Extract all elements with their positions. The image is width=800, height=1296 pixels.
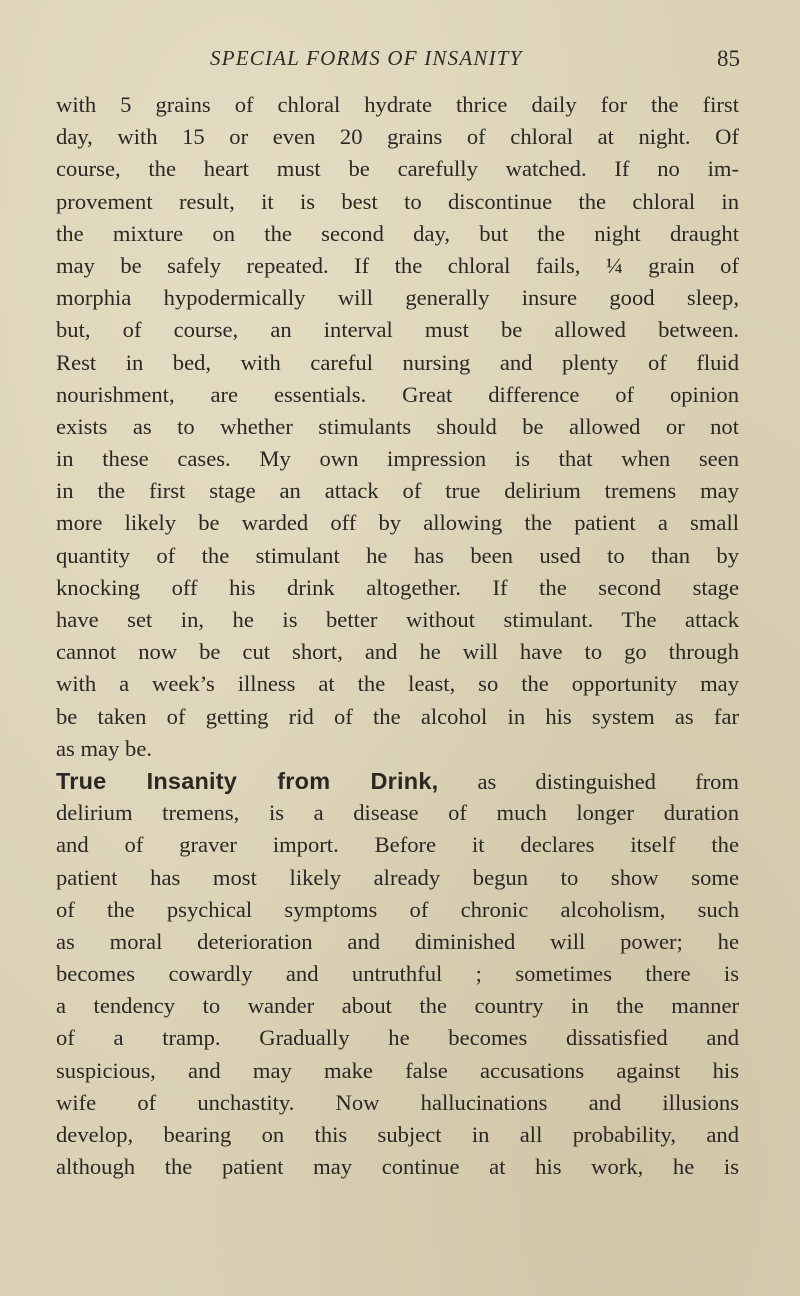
text-line: knocking off his drink altogether. If the second stage [56, 574, 739, 600]
text-line: as moral deterioration and diminished will power; he [56, 928, 739, 954]
running-head [210, 46, 740, 80]
text-line: of a tramp. Gradually he becomes dissatisfied and [56, 1025, 739, 1051]
text-line: and of graver import. Before it declares itself the [56, 832, 739, 858]
text-line: the mixture on the second day, but the night draught [56, 220, 739, 246]
running-title: SPECIAL FORMS OF INSANITY [210, 46, 523, 70]
text-line: nourishment, are essentials. Great difference of opinion [56, 381, 739, 407]
text-line: a tendency to wander about the country in the manner [56, 993, 739, 1019]
text-line: in the first stage an attack of true delirium tremens may [56, 478, 739, 504]
text-line: patient has most likely already begun to show some [56, 864, 739, 890]
section-first-line [56, 765, 739, 797]
text-line: quantity of the stimulant he has been used to than by [56, 542, 739, 568]
text-line: becomes cowardly and untruthful ; sometimes there is [56, 961, 739, 987]
text-line: but, of course, an interval must be allowed between. [56, 317, 739, 343]
text-line: exists as to whether stimulants should be allowed or not [56, 413, 739, 439]
text-line: suspicious, and may make false accusations against his [56, 1057, 739, 1083]
text-line: develop, bearing on this subject in all probability, and [56, 1122, 739, 1147]
text-line: provement result, it is best to discontinue the chloral in [56, 188, 739, 214]
text-line: with a week’s illness at the least, so the opportunity may [56, 671, 739, 697]
text-line: more likely be warded off by allowing the patient a small [56, 510, 739, 536]
body-text [56, 89, 739, 1183]
text-line: although the patient may continue at his work, he is [56, 1154, 739, 1180]
text-line: day, with 15 or even 20 grains of chloral at night. Of [56, 124, 739, 150]
text-line: of the psychical symptoms of chronic alcoholism, such [56, 896, 739, 922]
text-line: delirium tremens, is a disease of much longer duration [56, 800, 739, 826]
text-line: be taken of getting rid of the alcohol in his system as far [56, 703, 739, 729]
section-heading: True Insanity from Drink, [56, 767, 439, 794]
text-line: may be safely repeated. If the chloral fails, ¼ grain of [56, 252, 739, 278]
text-line: with 5 grains of chloral hydrate thrice daily for the first [56, 92, 739, 117]
section-first-line-rest: as distinguished from [477, 768, 739, 794]
page-number: 85 [717, 46, 740, 71]
text-line: have set in, he is better without stimulant. The attack [56, 607, 739, 632]
text-line: cannot now be cut short, and he will have to go through [56, 639, 739, 665]
text-line: course, the heart must be carefully watched. If no im- [56, 156, 739, 182]
text-line: wife of unchastity. Now hallucinations and illusions [56, 1089, 739, 1115]
text-line: as may be. [56, 735, 152, 761]
text-line: morphia hypodermically will generally insure good sleep, [56, 285, 739, 311]
text-line: in these cases. My own impression is that when seen [56, 446, 739, 472]
text-line: Rest in bed, with careful nursing and plenty of fluid [56, 349, 739, 375]
